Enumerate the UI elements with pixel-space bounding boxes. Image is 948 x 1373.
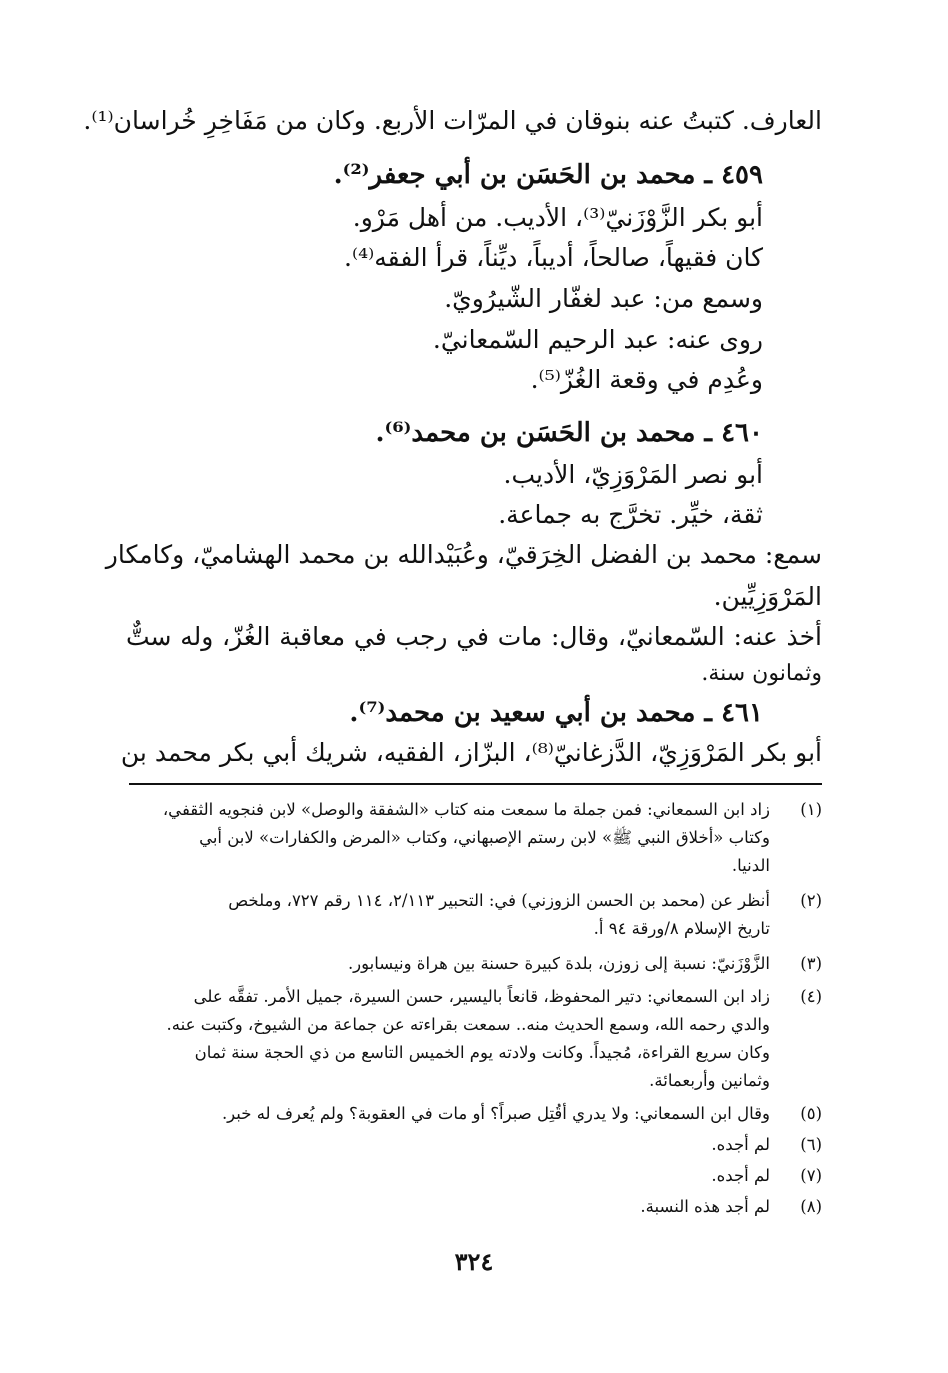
body-line-13: أخذ عنه: السّمعانيّ، وقال: مات في رجب في معاقبة الغُزّ، وله ستٌّ bbox=[126, 622, 822, 651]
body-line-16: أبو بكر المَرْوَزِيّ، الدَّزغانيّ⁽⁸⁾، البزّاز، الفقيه، شريك أبي بكر محمد بن bbox=[120, 738, 822, 767]
entry-heading-460: ٤٦٠ ـ محمد بن الحَسَن بن محمد⁽⁶⁾. bbox=[375, 418, 763, 448]
footnote-text: زاد ابن السمعاني: دتير المحفوظ، قانعاً باليسير، حسن السيرة، جميل الأمر. تفقَّه على bbox=[193, 987, 770, 1006]
footnote-text: والدي رحمه الله، وسمع الحديث منه.. سمعت بقراءته عن جماعة من الشيوخ، وكتبت عنه. bbox=[166, 1015, 770, 1034]
footnote-text: زاد ابن السمعاني: فمن جملة ما سمعت منه كتاب «الشفقة والوصل» لابن فنجويه الثقفي، bbox=[162, 800, 770, 819]
footnote-3 bbox=[126, 950, 822, 978]
body-line-6: روى عنه: عبد الرحيم السّمعانيّ. bbox=[432, 325, 763, 354]
body-line-11: سمع: محمد بن الفضل الخِرَقيّ، وعُبَيْدالله بن محمد الهشاميّ، وكامكار bbox=[105, 540, 822, 569]
body-line-10: ثقة، خيِّر. تخرَّج به جماعة. bbox=[498, 500, 763, 529]
footnote-1 bbox=[126, 796, 822, 880]
footnote-5 bbox=[126, 1100, 822, 1128]
body-line-7: وعُدِم في وقعة الغُزّ⁽⁵⁾. bbox=[530, 365, 763, 394]
footnote-text: وقال ابن السمعاني: ولا يدري أقُتِل صبراً؟ أو مات في العقوبة؟ ولم يُعرف له خبر. bbox=[221, 1104, 770, 1123]
footnote-number: (٢) bbox=[800, 891, 822, 910]
body-line-5: وسمع من: عبد لغفّار الشّيرُويّ. bbox=[444, 284, 763, 313]
footnote-text: لم أجده. bbox=[711, 1135, 770, 1154]
footnote-number: (١) bbox=[800, 800, 822, 819]
body-line-14: وثمانون سنة. bbox=[701, 661, 822, 686]
footnote-text: لم أجده. bbox=[711, 1166, 770, 1185]
body-line-4: كان فقيهاً، صالحاً، أديباً، ديِّناً، قرأ الفقه⁽⁴⁾. bbox=[344, 243, 763, 272]
body-line-1: العارف. كتبتُ عنه بنوقان في المرّات الأربع. وكان من مَفَاخِرِ خُراسان⁽¹⁾. bbox=[83, 106, 822, 135]
footnote-number: (٣) bbox=[800, 954, 822, 973]
footnote-8 bbox=[126, 1193, 822, 1221]
footnote-number: (٥) bbox=[800, 1104, 822, 1123]
footnote-6 bbox=[126, 1131, 822, 1159]
entry-heading-459: ٤٥٩ ـ محمد بن الحَسَن بن أبي جعفر⁽²⁾. bbox=[333, 160, 763, 190]
footnote-4 bbox=[126, 983, 822, 1095]
footnote-text: أنظر عن (محمد بن الحسن الزوزني) في: التحبير ٢/١١٣، ١١٤ رقم ٧٢٧، وملخص bbox=[228, 891, 770, 910]
footnote-text: الزَّوْزَنيّ: نسبة إلى زوزن، بلدة كبيرة حسنة بين هراة ونيسابور. bbox=[347, 954, 770, 973]
footnote-text: تاريخ الإسلام ٨/ورقة ٩٤ أ. bbox=[593, 919, 770, 938]
footnote-divider bbox=[129, 783, 822, 785]
footnote-text: وثمانين وأربعمائة. bbox=[649, 1071, 770, 1090]
footnote-number: (٤) bbox=[800, 987, 822, 1006]
footnote-number: (٧) bbox=[800, 1166, 822, 1185]
footnote-text: وكان سريع القراءة، مُجيداً. وكانت ولادته يوم الخميس التاسع من ذي الحجة سنة ثمان bbox=[194, 1043, 770, 1062]
body-line-3: أبو بكر الزَّوْزَنيّ⁽³⁾، الأديب. من أهل مَرْو. bbox=[352, 203, 763, 232]
page-number: ٣٢٤ bbox=[454, 1247, 494, 1276]
footnote-number: (٨) bbox=[800, 1197, 822, 1216]
footnote-7 bbox=[126, 1162, 822, 1190]
body-line-12: المَرْوَزِيِّين. bbox=[713, 582, 822, 611]
entry-heading-461: ٤٦١ ـ محمد بن أبي سعيد بن محمد⁽⁷⁾. bbox=[349, 698, 763, 728]
body-line-9: أبو نصر المَرْوَزِيّ، الأديب. bbox=[503, 460, 763, 489]
footnote-text: لم أجد هذه النسبة. bbox=[640, 1197, 770, 1216]
footnote-number: (٦) bbox=[800, 1135, 822, 1154]
footnote-2 bbox=[126, 887, 822, 943]
footnote-text: الدنيا. bbox=[731, 856, 770, 875]
footnote-text: وكتاب «أخلاق النبي ﷺ» لابن رستم الإصبهاني، وكتاب «المرض والكفارات» لابن أبي bbox=[199, 828, 770, 847]
